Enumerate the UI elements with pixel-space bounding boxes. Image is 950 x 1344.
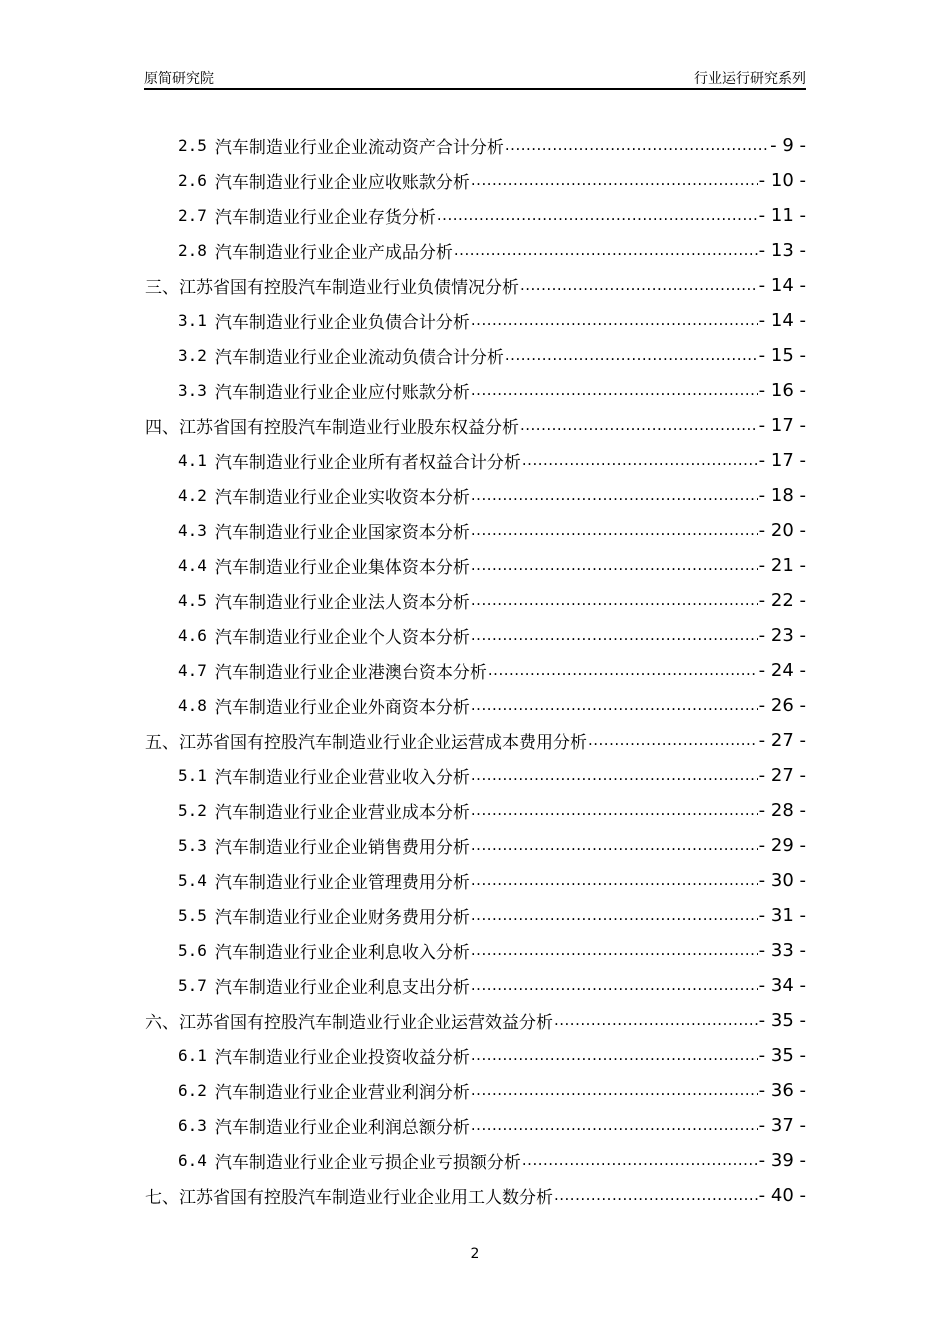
toc-dot-leader [588,731,758,751]
toc-section-number: 2.7 [178,206,207,225]
toc-dot-leader [471,696,758,716]
toc-section-number: 6.4 [178,1151,207,1170]
toc-page-number: - 30 - [758,870,806,891]
toc-page-number: - 27 - [758,730,806,751]
toc-page-number: - 37 - [758,1115,806,1136]
toc-dot-leader [471,1046,758,1066]
toc-section-number: 5.5 [178,906,207,925]
toc-dot-leader [471,976,758,996]
toc-section-link[interactable] [178,1108,806,1143]
toc-dot-leader [471,941,758,961]
toc-section-link[interactable] [178,548,806,583]
toc-dot-leader [471,801,758,821]
header-divider [144,88,806,90]
toc-section-link[interactable] [178,653,806,688]
toc-entry-title: 汽车制造业行业企业管理费用分析 [214,873,470,893]
toc-entry-title: 汽车制造业行业企业流动资产合计分析 [214,138,504,158]
toc-page-number: - 14 - [758,275,806,296]
toc-section-number: 4.5 [178,591,207,610]
toc-section-link[interactable] [178,1038,806,1073]
toc-section-number: 6.2 [178,1081,207,1100]
toc-entry-title: 汽车制造业行业企业存货分析 [214,208,436,228]
toc-entry-title: 三、江苏省国有控股汽车制造业行业负债情况分析 [145,278,519,298]
toc-section-link[interactable] [178,933,806,968]
toc-section-number: 5.2 [178,801,207,820]
toc-section-number: 6.3 [178,1116,207,1135]
toc-page-number: - 39 - [758,1150,806,1171]
toc-dot-leader [554,1186,758,1206]
toc-entry-title: 汽车制造业行业企业投资收益分析 [214,1048,470,1068]
toc-section-link[interactable] [178,233,806,268]
toc-section-number: 3.3 [178,381,207,400]
toc-page-number: - 34 - [758,975,806,996]
toc-section-number: 4.1 [178,451,207,470]
toc-section-number: 5.7 [178,976,207,995]
toc-section-number: 4.7 [178,661,207,680]
toc-section-number: 4.2 [178,486,207,505]
toc-page-number: - 9 - [770,135,806,156]
toc-entry-title: 五、江苏省国有控股汽车制造业行业企业运营成本费用分析 [145,733,587,753]
toc-page-number: - 14 - [758,310,806,331]
toc-entry-title: 汽车制造业行业企业国家资本分析 [214,523,470,543]
toc-entry-title: 七、江苏省国有控股汽车制造业行业企业用工人数分析 [145,1188,553,1208]
toc-chapter-link[interactable] [145,1178,806,1213]
toc-section-link[interactable] [178,303,806,338]
toc-dot-leader [522,451,758,471]
toc-page-number: - 11 - [758,205,806,226]
toc-section-number: 4.6 [178,626,207,645]
header-org-name: 原简研究院 [144,71,214,87]
toc-dot-leader [471,381,758,401]
toc-entry-title: 汽车制造业行业企业利润总额分析 [214,1118,470,1138]
toc-section-number: 5.3 [178,836,207,855]
toc-entry-title: 汽车制造业行业企业实收资本分析 [214,488,470,508]
toc-dot-leader [554,1011,758,1031]
toc-section-number: 2.6 [178,171,207,190]
toc-section-number: 4.3 [178,521,207,540]
toc-page-number: - 36 - [758,1080,806,1101]
toc-entry-title: 汽车制造业行业企业法人资本分析 [214,593,470,613]
toc-dot-leader [471,836,758,856]
toc-section-link[interactable] [178,1073,806,1108]
toc-page-number: - 17 - [758,415,806,436]
toc-page-number: - 29 - [758,835,806,856]
toc-section-number: 6.1 [178,1046,207,1065]
toc-section-link[interactable] [178,583,806,618]
toc-section-number: 2.5 [178,136,207,155]
toc-dot-leader [471,1081,758,1101]
toc-page-number: - 15 - [758,345,806,366]
toc-dot-leader [471,486,758,506]
toc-section-link[interactable] [178,898,806,933]
toc-dot-leader [471,871,758,891]
toc-section-link[interactable] [178,863,806,898]
toc-section-number: 3.2 [178,346,207,365]
toc-section-link[interactable] [178,1143,806,1178]
toc-dot-leader [471,521,758,541]
toc-page-number: - 33 - [758,940,806,961]
toc-section-link[interactable] [178,758,806,793]
toc-chapter-link[interactable] [145,408,806,443]
toc-section-number: 4.8 [178,696,207,715]
toc-entry-title: 汽车制造业行业企业流动负债合计分析 [214,348,504,368]
toc-entry-title: 汽车制造业行业企业应收账款分析 [214,173,470,193]
toc-section-link[interactable] [178,828,806,863]
toc-entry-title: 汽车制造业行业企业外商资本分析 [214,698,470,718]
toc-page-number: - 21 - [758,555,806,576]
toc-section-link[interactable] [178,338,806,373]
toc-page-number: - 31 - [758,905,806,926]
toc-section-link[interactable] [178,163,806,198]
toc-entry-title: 六、江苏省国有控股汽车制造业行业企业运营效益分析 [145,1013,553,1033]
toc-page-number: - 24 - [758,660,806,681]
toc-dot-leader [471,906,758,926]
toc-page-number: - 27 - [758,765,806,786]
toc-page-number: - 40 - [758,1185,806,1206]
toc-dot-leader [454,241,758,261]
toc-entry-title: 汽车制造业行业企业负债合计分析 [214,313,470,333]
toc-page-number: - 20 - [758,520,806,541]
toc-page-number: - 28 - [758,800,806,821]
toc-dot-leader [471,591,758,611]
toc-entry-title: 汽车制造业行业企业财务费用分析 [214,908,470,928]
toc-entry-title: 四、江苏省国有控股汽车制造业行业股东权益分析 [145,418,519,438]
toc-section-number: 5.1 [178,766,207,785]
toc-entry-title: 汽车制造业行业企业亏损企业亏损额分析 [214,1153,521,1173]
toc-entry-title: 汽车制造业行业企业营业利润分析 [214,1083,470,1103]
toc-entry-title: 汽车制造业行业企业营业收入分析 [214,768,470,788]
toc-dot-leader [520,416,758,436]
toc-dot-leader [520,276,758,296]
toc-entry-title: 汽车制造业行业企业应付账款分析 [214,383,470,403]
toc-entry-title: 汽车制造业行业企业产成品分析 [214,243,453,263]
toc-section-link[interactable] [178,618,806,653]
toc-entry-title: 汽车制造业行业企业利息收入分析 [214,943,470,963]
toc-section-link[interactable] [178,443,806,478]
toc-entry-title: 汽车制造业行业企业销售费用分析 [214,838,470,858]
toc-chapter-link[interactable] [145,723,806,758]
toc-page-number: - 35 - [758,1010,806,1031]
page-number: 2 [470,1246,480,1262]
page-header [144,66,806,88]
toc-dot-leader [471,171,758,191]
toc-section-number: 5.4 [178,871,207,890]
toc-section-link[interactable] [178,793,806,828]
toc-section-link[interactable] [178,128,806,163]
toc-page-number: - 13 - [758,240,806,261]
toc-page-number: - 26 - [758,695,806,716]
toc-section-number: 5.6 [178,941,207,960]
toc-dot-leader [437,206,758,226]
toc-dot-leader [488,661,758,681]
toc-page-number: - 18 - [758,485,806,506]
header-series-name: 行业运行研究系列 [694,71,806,87]
toc-dot-leader [471,556,758,576]
toc-section-link[interactable] [178,513,806,548]
toc-chapter-link[interactable] [145,268,806,303]
toc-section-number: 4.4 [178,556,207,575]
toc-page-number: - 17 - [758,450,806,471]
toc-page-number: - 10 - [758,170,806,191]
toc-dot-leader [505,136,769,156]
toc-dot-leader [471,311,758,331]
toc-entry-title: 汽车制造业行业企业集体资本分析 [214,558,470,578]
toc-page-number: - 35 - [758,1045,806,1066]
toc-entry-title: 汽车制造业行业企业所有者权益合计分析 [214,453,521,473]
toc-section-number: 2.8 [178,241,207,260]
toc-dot-leader [471,1116,758,1136]
toc-section-link[interactable] [178,198,806,233]
toc-section-link[interactable] [178,373,806,408]
toc-dot-leader [471,626,758,646]
toc-section-number: 3.1 [178,311,207,330]
toc-page-number: - 22 - [758,590,806,611]
toc-section-link[interactable] [178,688,806,723]
toc-entry-title: 汽车制造业行业企业个人资本分析 [214,628,470,648]
toc-dot-leader [522,1151,758,1171]
toc-section-link[interactable] [178,968,806,1003]
toc-dot-leader [471,766,758,786]
toc-section-link[interactable] [178,478,806,513]
toc-page-number: - 23 - [758,625,806,646]
toc-page-number: - 16 - [758,380,806,401]
toc-entry-title: 汽车制造业行业企业营业成本分析 [214,803,470,823]
toc-chapter-link[interactable] [145,1003,806,1038]
toc-entry-title: 汽车制造业行业企业港澳台资本分析 [214,663,487,683]
toc-entry-title: 汽车制造业行业企业利息支出分析 [214,978,470,998]
toc-dot-leader [505,346,758,366]
